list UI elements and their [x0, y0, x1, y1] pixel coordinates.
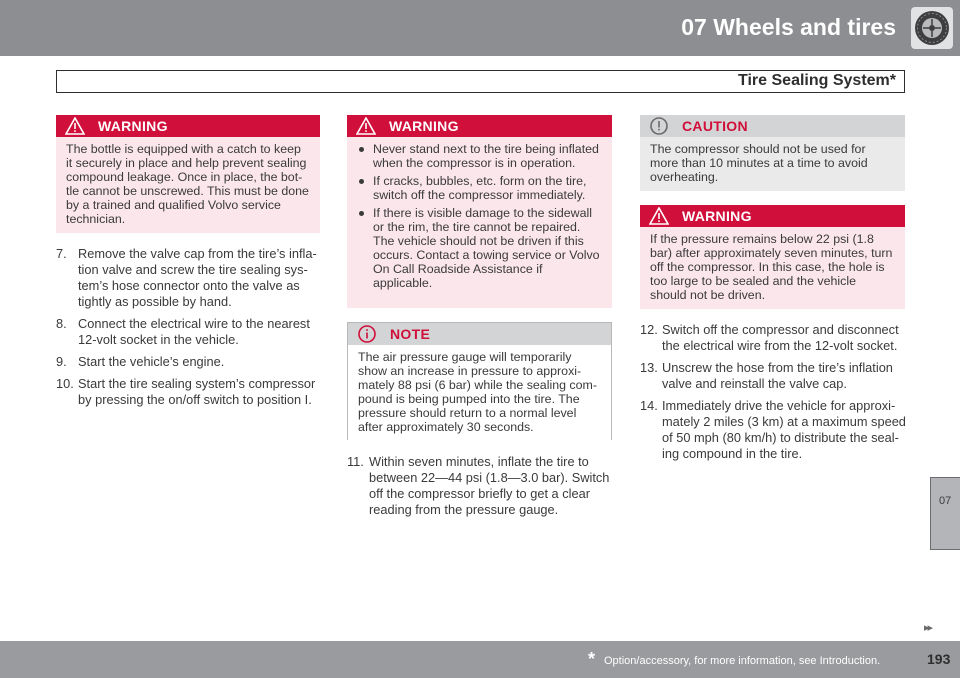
- note-box: [347, 322, 612, 440]
- step-number: 14.: [640, 398, 658, 413]
- step-number: 9.: [56, 354, 67, 369]
- step-item: [640, 360, 908, 392]
- step-number: 13.: [640, 360, 658, 375]
- chapter-side-tab[interactable]: [930, 477, 960, 550]
- warning-header: [56, 115, 320, 137]
- warning-triangle-icon: [64, 116, 86, 136]
- step-text: Within seven minutes, inflate the tire to between 22—44 psi (1.8—3.0 bar). Switch off the compressor briefly to get a clear reading from the pressure gauge.: [369, 454, 610, 517]
- step-text: Unscrew the hose from the tire’s inflation valve and reinstall the valve cap.: [662, 360, 893, 391]
- side-tab-label: 07: [939, 495, 952, 507]
- next-page-arrows[interactable]: ▸▸: [924, 622, 932, 634]
- warning-title: WARNING: [682, 208, 752, 224]
- section-title: Tire Sealing System*: [738, 72, 896, 89]
- step-item: [56, 354, 322, 370]
- step-text: Connect the electrical wire to the nearest 12-volt socket in the vehicle.: [78, 316, 310, 347]
- warning-text: If the pressure remains below 22 psi (1.8 bar) after approximately seven minutes, turn off the compressor. In this case, the hole is too large to be sealed and the vehicle should not be driven.: [640, 227, 905, 309]
- step-item: [56, 246, 322, 310]
- step-item: [640, 322, 908, 354]
- caution-box: [640, 115, 905, 191]
- caution-text: The compressor should not be used for more than 10 minutes at a time to avoid overheating.: [640, 137, 905, 191]
- tire-icon: [911, 7, 953, 49]
- step-number: 10.: [56, 376, 74, 391]
- step-text: Immediately drive the vehicle for approxi-mately 2 miles (3 km) at a maximum speed of 50 mph (80 km/h) to distribute the seal-ing compound in the tire.: [662, 398, 906, 461]
- footer-star: *: [588, 649, 596, 669]
- step-item: [640, 398, 908, 462]
- warning-triangle-icon: [355, 116, 377, 136]
- section-header: [56, 70, 905, 93]
- note-title: NOTE: [390, 326, 431, 342]
- steps-list-3: [640, 322, 908, 468]
- caution-header: [640, 115, 905, 137]
- step-text: Switch off the compressor and disconnect the electrical wire from the 12-volt socket.: [662, 322, 899, 353]
- step-number: 7.: [56, 246, 67, 261]
- steps-list-1: [56, 246, 322, 414]
- step-item: [347, 454, 614, 518]
- step-number: 8.: [56, 316, 67, 331]
- info-circle-icon: [356, 324, 378, 344]
- step-number: 12.: [640, 322, 658, 337]
- bullet-item: Never stand next to the tire being inflated when the compressor is in operation.: [357, 142, 602, 170]
- steps-list-2: [347, 454, 614, 524]
- step-text: Start the tire sealing system’s compressor by pressing the on/off switch to position I.: [78, 376, 316, 407]
- exclamation-circle-icon: [648, 116, 670, 136]
- step-item: [56, 376, 322, 408]
- bullet-item: If cracks, bubbles, etc. form on the tire, switch off the compressor immediately.: [357, 174, 602, 202]
- step-number: 11.: [347, 454, 364, 469]
- note-text: The air pressure gauge will temporarily show an increase in pressure to approxi-mately 88 psi (6 bar) while the sealing com-pound is being pumped into the tire. The pressure should return to a normal level after approximately 30 seconds.: [348, 345, 611, 441]
- warning-box-compressor: [347, 115, 612, 308]
- warning-header: [640, 205, 905, 227]
- warning-body: [347, 137, 612, 308]
- warning-bullets: [357, 142, 602, 290]
- step-text: Start the vehicle’s engine.: [78, 354, 225, 369]
- chapter-title: 07 Wheels and tires: [681, 14, 896, 40]
- warning-box-bottle: [56, 115, 320, 233]
- note-header: [348, 323, 611, 345]
- warning-header: [347, 115, 612, 137]
- warning-title: WARNING: [98, 118, 168, 134]
- warning-triangle-icon: [648, 206, 670, 226]
- footer-note: Option/accessory, for more information, see Introduction.: [604, 655, 881, 667]
- warning-text: The bottle is equipped with a catch to keep it securely in place and help prevent sealing compound leakage. Once in place, the bot-tle cannot be unscrewed. This must be done by a trained and qualified Volvo service technician.: [56, 137, 320, 233]
- step-item: [56, 316, 322, 348]
- warning-title: WARNING: [389, 118, 459, 134]
- bullet-item: If there is visible damage to the sidewall or the rim, the tire cannot be repaired. The vehicle should not be driven if this occurs. Contact a towing service or Volvo On Call Roadside Assistance if applicable.: [357, 206, 602, 290]
- caution-title: CAUTION: [682, 118, 748, 134]
- step-text: Remove the valve cap from the tire’s infla-tion valve and screw the tire sealing sys-tem’s hose connector onto the valve as tightly as possible by hand.: [78, 246, 317, 309]
- warning-box-pressure: [640, 205, 905, 309]
- page-number: 193: [927, 651, 951, 667]
